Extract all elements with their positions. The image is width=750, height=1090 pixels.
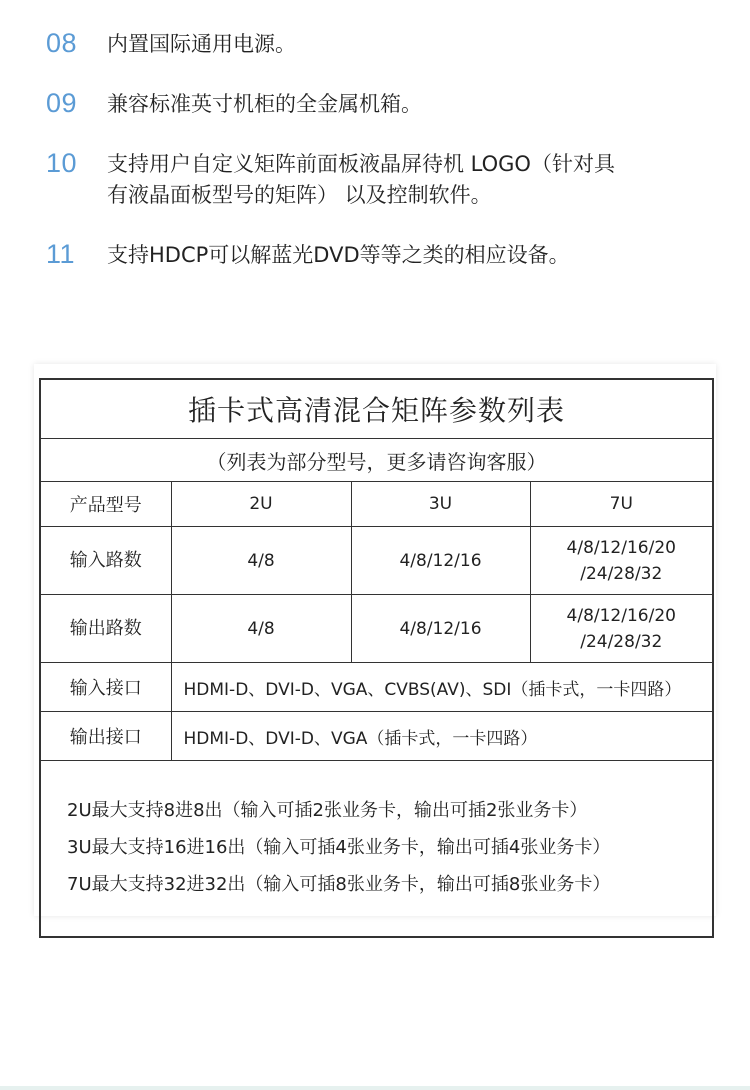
- table-row: [40, 527, 713, 595]
- feature-text: [107, 149, 707, 211]
- cell-line: /24/28/32: [580, 631, 663, 652]
- table-row: [40, 663, 713, 712]
- table-notes: [40, 761, 713, 938]
- feature-text: 内置国际通用电源。: [107, 32, 296, 56]
- feature-number: 10: [46, 148, 78, 178]
- cell-7u: [530, 527, 713, 595]
- table-title: 插卡式高清混合矩阵参数列表: [40, 379, 713, 439]
- feature-text: 兼容标准英寸机柜的全金属机箱。: [107, 92, 422, 116]
- feature-text: 支持HDCP可以解蓝光DVD等等之类的相应设备。: [107, 243, 570, 267]
- feature-number: 11: [46, 239, 76, 269]
- cell-2u: 4/8: [171, 527, 351, 595]
- note-line: 2U最大支持8进8出（输入可插2张业务卡，输出可插2张业务卡）: [67, 800, 588, 821]
- table-row: [40, 482, 713, 527]
- table-row: [40, 761, 713, 938]
- row-label: 输出路数: [40, 595, 171, 663]
- feature-number: 09: [46, 88, 78, 118]
- table-row: [40, 595, 713, 663]
- spec-table: [39, 378, 714, 938]
- bottom-divider: [0, 1086, 750, 1090]
- table-row: [40, 712, 713, 761]
- cell-3u: 4/8/12/16: [351, 595, 530, 663]
- input-port-value: HDMI-D、DVI-D、VGA、CVBS(AV)、SDI（插卡式，一卡四路）: [171, 663, 713, 712]
- feature-text-line: 有液晶面板型号的矩阵） 以及控制软件。: [107, 183, 492, 207]
- cell-line: 4/8/12/16/20: [566, 537, 676, 558]
- output-port-value: HDMI-D、DVI-D、VGA（插卡式，一卡四路）: [171, 712, 713, 761]
- row-label: 输出接口: [40, 712, 171, 761]
- row-label: 输入路数: [40, 527, 171, 595]
- cell-2u: 4/8: [171, 595, 351, 663]
- cell-3u: 4/8/12/16: [351, 527, 530, 595]
- cell-line: /24/28/32: [580, 563, 663, 584]
- cell-7u: [530, 595, 713, 663]
- row-label: 输入接口: [40, 663, 171, 712]
- cell-3u: 3U: [351, 482, 530, 527]
- cell-2u: 2U: [171, 482, 351, 527]
- row-label: 产品型号: [40, 482, 171, 527]
- feature-number: 08: [46, 28, 78, 58]
- cell-line: 4/8/12/16/20: [566, 605, 676, 626]
- cell-7u: 7U: [530, 482, 713, 527]
- note-line: 3U最大支持16进16出（输入可插4张业务卡，输出可插4张业务卡）: [67, 837, 611, 858]
- note-line: 7U最大支持32进32出（输入可插8张业务卡，输出可插8张业务卡）: [67, 874, 611, 895]
- feature-text-line: 支持用户自定义矩阵前面板液晶屏待机 LOGO（针对具: [107, 152, 615, 176]
- table-subtitle: （列表为部分型号，更多请咨询客服）: [40, 439, 713, 482]
